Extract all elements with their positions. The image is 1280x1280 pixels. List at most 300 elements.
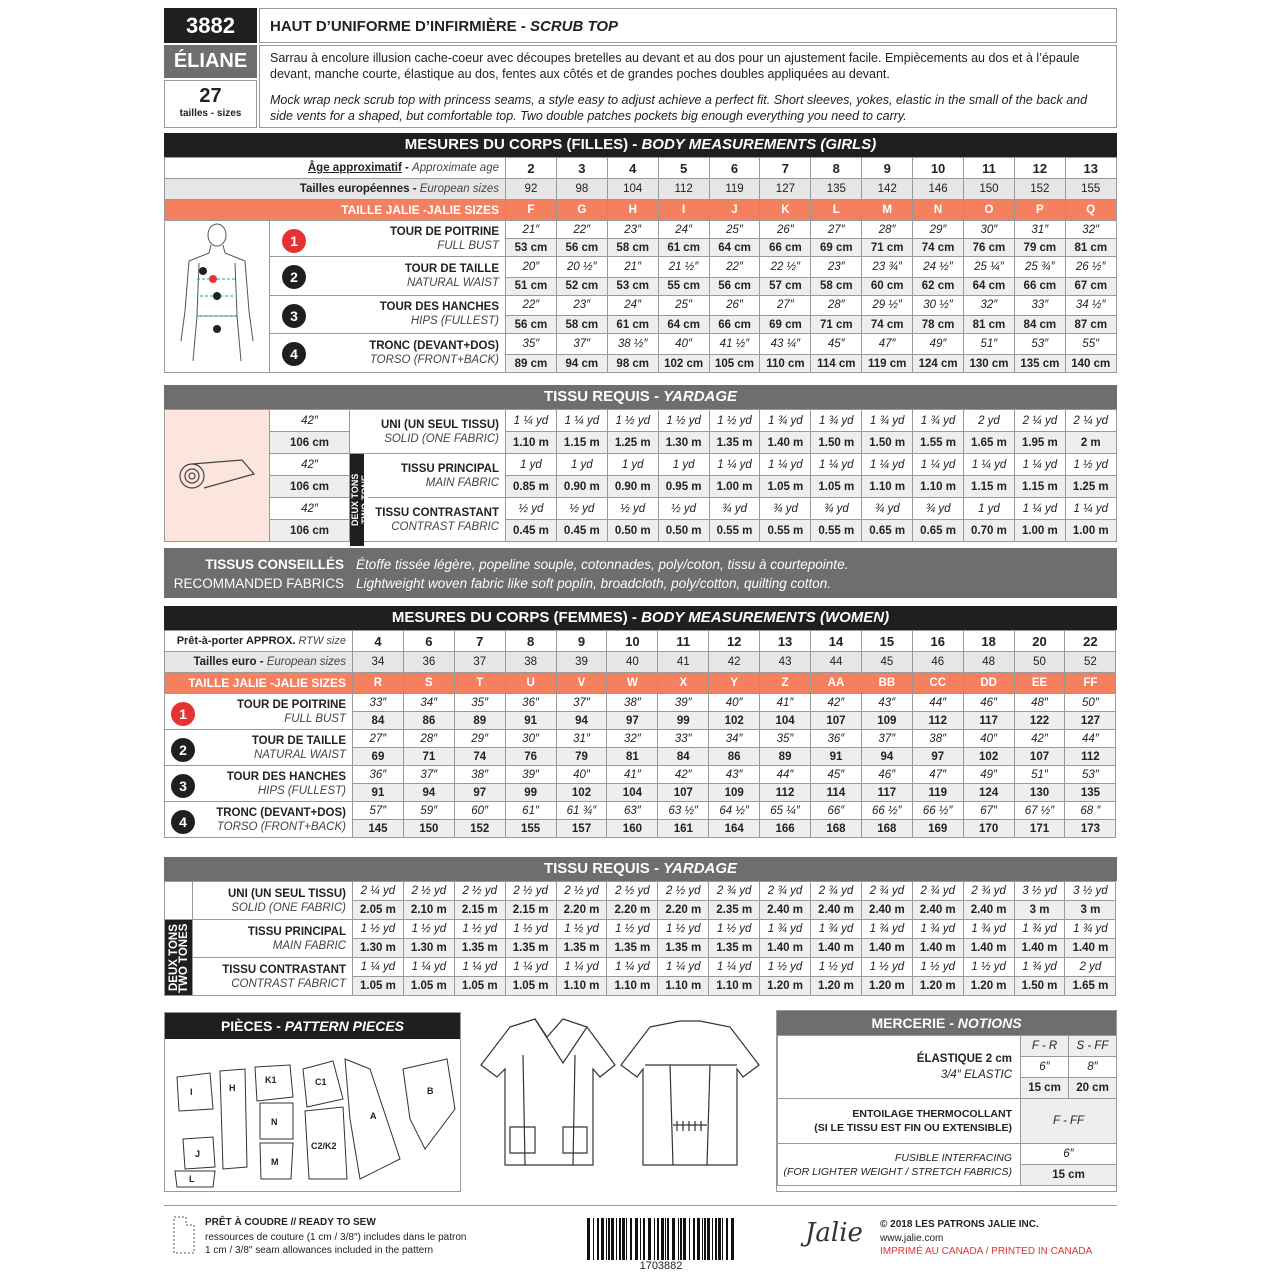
measurement-row (165, 730, 1116, 748)
measurement-cm-cell: 71 cm (862, 239, 913, 257)
yardage-yd-cell: 1 ¼ yd (556, 958, 607, 977)
measurement-inch-cell: 28″ (862, 221, 913, 239)
yardage-m-cell: 0.65 m (913, 520, 964, 542)
euro-cell: 135 (811, 179, 862, 200)
fabrics-text-en: Lightweight woven fabric like soft poplin, broadcloth, poly/cotton, quilting cotton. (356, 576, 832, 591)
measurement-inch-cell: 37″ (403, 766, 454, 784)
euro-label: Tailles européennes - European sizes (165, 179, 506, 200)
jalie-size-cell: G (556, 200, 607, 221)
yardage-yd-cell: 2 ½ yd (454, 882, 505, 901)
jalie-size-cell: FF (1065, 673, 1116, 694)
measurement-cm-cell: 166 (760, 820, 811, 838)
jalie-size-cell: CC (912, 673, 963, 694)
yardage-m-cell: 2.15 m (505, 901, 556, 920)
age-cell: 10 (913, 158, 964, 179)
measurement-inch-cell: 25″ (709, 221, 760, 239)
measurement-inch-cell: 37″ (861, 730, 912, 748)
yardage-yd-cell: ¾ yd (709, 498, 760, 520)
measurement-row (165, 694, 1116, 712)
yardage-m-cell: 1.35 m (709, 939, 760, 958)
measurement-label: 2 TOUR DE TAILLE NATURAL WAIST (270, 257, 506, 296)
measurement-cm-cell: 81 (607, 748, 658, 766)
measurement-inch-cell: 51″ (964, 334, 1015, 355)
measurement-cm-cell: 52 cm (556, 277, 607, 295)
jalie-size-cell: H (607, 200, 658, 221)
euro-cell: 37 (454, 652, 505, 673)
measurement-cm-cell: 104 (760, 712, 811, 730)
age-cell: 11 (964, 158, 1015, 179)
yardage-m-cell: 0.55 m (760, 520, 811, 542)
measurement-label: 3 TOUR DES HANCHES HIPS (FULLEST) (270, 295, 506, 334)
fabric-width-cm: 106 cm (270, 432, 350, 454)
measurement-cm-cell: 74 cm (913, 239, 964, 257)
jalie-size-cell: BB (861, 673, 912, 694)
yardage-m-cell: 1.10 m (658, 977, 709, 996)
yardage-yd-cell: 2 ¾ yd (963, 882, 1014, 901)
yardage-yd-cell: 1 ¼ yd (964, 454, 1015, 476)
rtw-label: Prêt-à-porter APPROX. RTW size (165, 631, 353, 652)
measurement-inch-cell: 37″ (556, 334, 607, 355)
yardage-yd-cell: 1 yd (658, 454, 709, 476)
interfacing-label-en: FUSIBLE INTERFACING (FOR LIGHTER WEIGHT / STRETCH FABRICS) (778, 1144, 1021, 1186)
yardage-yd-cell: 1 ¼ yd (913, 454, 964, 476)
measurement-cm-cell: 94 (403, 784, 454, 802)
yardage-yd-cell: 2 ¼ yd (1065, 410, 1116, 432)
measurement-label: 2 TOUR DE TAILLE NATURAL WAIST (165, 730, 353, 766)
yardage-yd-cell: 3 ½ yd (1014, 882, 1065, 901)
notions-table (777, 1035, 1117, 1186)
measurement-inch-cell: 20 ½″ (556, 257, 607, 278)
yardage-m-cell: 1.35 m (709, 432, 760, 454)
sizes-count: 27 (199, 85, 222, 107)
age-cell: 12 (1014, 158, 1065, 179)
age-cell: 3 (556, 158, 607, 179)
measurement-cm-cell: 86 (403, 712, 454, 730)
measurement-inch-cell: 23 ¾″ (862, 257, 913, 278)
rtw-cell: 20 (1014, 631, 1065, 652)
measurement-cm-cell: 140 cm (1065, 355, 1116, 373)
yardage-m-cell: 1.35 m (556, 939, 607, 958)
measurement-cm-cell: 89 cm (506, 355, 557, 373)
rtw-cell: 10 (607, 631, 658, 652)
measurement-cm-cell: 114 cm (811, 355, 862, 373)
yardage-yd-cell: 1 ½ yd (505, 920, 556, 939)
yardage-m-cell: 0.65 m (862, 520, 913, 542)
measurement-cm-cell: 55 cm (658, 277, 709, 295)
measurement-cm-cell: 94 (861, 748, 912, 766)
interfacing-label-fr: ENTOILAGE THERMOCOLLANT (SI LE TISSU EST FIN OU EXTENSIBLE) (778, 1099, 1021, 1144)
measurement-inch-cell: 35″ (506, 334, 557, 355)
rtw-cell: 6 (403, 631, 454, 652)
yardage-yd-cell: 1 ¾ yd (963, 920, 1014, 939)
measurement-cm-cell: 53 cm (506, 239, 557, 257)
measurement-cm-cell: 102 (709, 712, 760, 730)
measurement-cm-cell: 64 cm (658, 316, 709, 334)
yardage-m-cell: 2.20 m (607, 901, 658, 920)
yardage-m-cell: 1.05 m (811, 476, 862, 498)
rtw-cell: 14 (811, 631, 862, 652)
measurement-cm-cell: 53 cm (607, 277, 658, 295)
measurement-inch-cell: 21″ (607, 257, 658, 278)
measurement-inch-cell: 27″ (811, 221, 862, 239)
yardage-yd-cell: 1 ¼ yd (505, 958, 556, 977)
measurement-row (165, 221, 1117, 239)
measurement-cm-cell: 56 cm (506, 316, 557, 334)
pattern-number: 3882 (164, 8, 257, 43)
measurement-inch-cell: 31″ (1014, 221, 1065, 239)
fabric-width-inch: 42″ (270, 410, 350, 432)
yardage-m-cell: 0.55 m (709, 520, 760, 542)
measurement-inch-cell: 49″ (963, 766, 1014, 784)
yardage-m-cell: 1.20 m (760, 977, 811, 996)
yardage-row (165, 498, 1117, 520)
yardage-yd-cell: 1 yd (607, 454, 658, 476)
yardage-m-cell: 1.55 m (913, 432, 964, 454)
jalie-size-cell: W (607, 673, 658, 694)
measurement-inch-cell: 38″ (912, 730, 963, 748)
yardage-m-cell: 1.30 m (353, 939, 404, 958)
elastic-label: ÉLASTIQUE 2 cm 3/4″ ELASTIC (778, 1036, 1021, 1099)
age-cell: 5 (658, 158, 709, 179)
euro-cell: 34 (353, 652, 404, 673)
measurement-inch-cell: 49″ (913, 334, 964, 355)
yardage-label: TISSU CONTRASTANT CONTRAST FABRIC (350, 498, 506, 542)
piece-label-a: A (370, 1111, 377, 1121)
measurement-inch-cell: 41″ (607, 766, 658, 784)
jalie-row (165, 673, 1116, 694)
yardage-m-cell: 1.05 m (505, 977, 556, 996)
measurement-label: 3 TOUR DES HANCHES HIPS (FULLEST) (165, 766, 353, 802)
measurement-cm-cell: 84 cm (1014, 316, 1065, 334)
measurement-inch-cell: 66 ½″ (861, 802, 912, 820)
jalie-size-cell: J (709, 200, 760, 221)
pattern-pieces-title: PIÈCES - PATTERN PIECES (165, 1013, 460, 1039)
yardage-yd-cell: 1 ¼ yd (862, 454, 913, 476)
measurement-number-badge: 2 (282, 265, 306, 289)
measurement-cm-cell: 99 (505, 784, 556, 802)
measurement-inch-cell: 47″ (862, 334, 913, 355)
measurement-inch-cell: 63″ (607, 802, 658, 820)
yardage-label: UNI (UN SEUL TISSU) SOLID (ONE FABRIC) (350, 410, 506, 454)
measurement-number-badge: 1 (282, 229, 306, 253)
yardage-yd-cell: 1 ¾ yd (760, 920, 811, 939)
yardage-m-cell: 1.20 m (963, 977, 1014, 996)
rtw-cell: 11 (658, 631, 709, 652)
measurement-cm-cell: 155 (505, 820, 556, 838)
rtw-cell: 13 (760, 631, 811, 652)
measurement-cm-cell: 67 cm (1065, 277, 1116, 295)
measurement-inch-cell: 34″ (709, 730, 760, 748)
jalie-size-cell: I (658, 200, 709, 221)
yardage-m-cell: 2.10 m (403, 901, 454, 920)
measurement-cm-cell: 117 (861, 784, 912, 802)
age-label: Âge approximatif - Approximate age (165, 158, 506, 179)
measurement-inch-cell: 40″ (658, 334, 709, 355)
measurement-cm-cell: 69 (353, 748, 404, 766)
yardage-yd-cell: 1 ¾ yd (861, 920, 912, 939)
yardage-yd-cell: 1 ½ yd (403, 920, 454, 939)
measurement-inch-cell: 30″ (505, 730, 556, 748)
yardage-m-cell: 1.40 m (1014, 939, 1065, 958)
measurement-inch-cell: 21″ (506, 221, 557, 239)
measurement-inch-cell: 28″ (811, 295, 862, 316)
yardage-yd-cell: ½ yd (607, 498, 658, 520)
measurement-inch-cell: 23″ (556, 295, 607, 316)
measurement-inch-cell: 22″ (556, 221, 607, 239)
measurement-cm-cell: 81 cm (1065, 239, 1116, 257)
description-fr: Sarrau à encolure illusion cache-coeur avec découpes bretelles au devant et au dos pour un ajustement facile. Empiècements au dos et à l’épaule devant, manche courte, élastique au dos, fentes aux côtés et de grandes poches doubles appliquées au devant. (270, 51, 1080, 81)
yardage-m-cell: 0.45 m (506, 520, 557, 542)
yardage-m-cell: 2.20 m (556, 901, 607, 920)
jalie-size-cell: V (556, 673, 607, 694)
jalie-size-cell: S (403, 673, 454, 694)
measurement-cm-cell: 168 (811, 820, 862, 838)
measurement-number-badge: 3 (171, 774, 195, 798)
measurement-cm-cell: 135 (1065, 784, 1116, 802)
page-title (259, 8, 1117, 43)
measurement-inch-cell: 68 ″ (1065, 802, 1116, 820)
rtw-row (165, 631, 1116, 652)
yardage-yd-cell: 1 ¼ yd (709, 958, 760, 977)
measurement-inch-cell: 43 ¼″ (760, 334, 811, 355)
measurement-number-badge: 4 (282, 342, 306, 366)
yardage-m-cell: 1.35 m (454, 939, 505, 958)
piece-label-h: H (229, 1083, 236, 1093)
pattern-name: ÉLIANE (164, 45, 257, 78)
measurement-inch-cell: 37″ (556, 694, 607, 712)
jalie-row (165, 200, 1117, 221)
measurement-inch-cell: 24″ (607, 295, 658, 316)
yardage-m-cell: 0.55 m (811, 520, 862, 542)
body-figure (165, 221, 270, 373)
description (259, 45, 1117, 128)
measurement-cm-cell: 61 cm (658, 239, 709, 257)
yardage-yd-cell: 1 ¼ yd (760, 454, 811, 476)
jalie-size-cell: Y (709, 673, 760, 694)
measurement-cm-cell: 64 cm (709, 239, 760, 257)
piece-i-shape (177, 1073, 213, 1111)
euro-cell: 52 (1065, 652, 1116, 673)
yardage-yd-cell: ¾ yd (760, 498, 811, 520)
measurement-inch-cell: 40″ (963, 730, 1014, 748)
yardage-m-cell: 2.40 m (760, 901, 811, 920)
measurement-cm-cell: 173 (1065, 820, 1116, 838)
euro-cell: 43 (760, 652, 811, 673)
women-yardage-title: TISSU REQUIS - YARDAGE (164, 857, 1117, 881)
yardage-m-cell: 1.40 m (760, 939, 811, 958)
sizes-label: tailles - sizes (179, 108, 242, 119)
measurement-inch-cell: 21 ½″ (658, 257, 709, 278)
measurement-cm-cell: 171 (1014, 820, 1065, 838)
yardage-yd-cell: 1 ½ yd (709, 410, 760, 432)
yardage-m-cell: 3 m (1014, 901, 1065, 920)
yardage-m-cell: 2.40 m (963, 901, 1014, 920)
measurement-cm-cell: 124 (963, 784, 1014, 802)
back-view-shape (621, 1021, 759, 1165)
measurement-inch-cell: 53″ (1014, 334, 1065, 355)
yardage-yd-cell: 1 ¾ yd (760, 410, 811, 432)
yardage-m-cell: 1.05 m (454, 977, 505, 996)
fabric-width-inch: 42″ (270, 498, 350, 520)
measurement-cm-cell: 89 (454, 712, 505, 730)
measurement-inch-cell: 38″ (607, 694, 658, 712)
yardage-m-cell: 1.00 m (1065, 520, 1116, 542)
measurement-inch-cell: 23″ (811, 257, 862, 278)
yardage-row (165, 454, 1117, 476)
rtw-cell: 22 (1065, 631, 1116, 652)
yardage-yd-cell: 1 ¾ yd (912, 920, 963, 939)
measurement-cm-cell: 127 (1065, 712, 1116, 730)
age-cell: 7 (760, 158, 811, 179)
measurement-cm-cell: 66 cm (709, 316, 760, 334)
measurement-cm-cell: 66 cm (760, 239, 811, 257)
measurement-inch-cell: 20″ (506, 257, 557, 278)
jalie-size-cell: Z (760, 673, 811, 694)
measurement-cm-cell: 105 cm (709, 355, 760, 373)
yardage-m-cell: 1.15 m (1014, 476, 1065, 498)
rtw-cell: 16 (912, 631, 963, 652)
measurement-inch-cell: 28″ (403, 730, 454, 748)
yardage-yd-cell: 2 ½ yd (607, 882, 658, 901)
yardage-yd-cell: 1 ¼ yd (403, 958, 454, 977)
measurement-inch-cell: 41″ (760, 694, 811, 712)
rtw-cell: 4 (353, 631, 404, 652)
measurement-inch-cell: 48″ (1014, 694, 1065, 712)
website-link[interactable]: www.jalie.com (880, 1233, 944, 1244)
fabric-width-cm: 106 cm (270, 476, 350, 498)
fabric-width-inch: 42″ (270, 454, 350, 476)
euro-cell: 112 (658, 179, 709, 200)
measurement-inch-cell: 38 ½″ (607, 334, 658, 355)
yardage-m-cell: 2.35 m (709, 901, 760, 920)
measurement-inch-cell: 45″ (811, 766, 862, 784)
yardage-m-cell: 1.35 m (658, 939, 709, 958)
measurement-inch-cell: 55″ (1065, 334, 1116, 355)
measurement-inch-cell: 60″ (454, 802, 505, 820)
euro-row (165, 179, 1117, 200)
measurement-cm-cell: 102 (556, 784, 607, 802)
yardage-yd-cell: ¾ yd (811, 498, 862, 520)
fabrics-label-fr: TISSUS CONSEILLÉS (205, 557, 344, 572)
fabric-width-cm: 106 cm (270, 520, 350, 542)
yardage-m-cell: 0.50 m (607, 520, 658, 542)
yardage-m-cell: 1.10 m (556, 977, 607, 996)
rtw-cell: 12 (709, 631, 760, 652)
piece-label-l: L (189, 1174, 195, 1184)
yardage-yd-cell: 1 ¼ yd (1014, 498, 1065, 520)
measurement-cm-cell: 79 (556, 748, 607, 766)
measurement-cm-cell: 94 cm (556, 355, 607, 373)
measurement-inch-cell: 44″ (760, 766, 811, 784)
measurement-inch-cell: 25 ¾″ (1014, 257, 1065, 278)
measurement-cm-cell: 58 cm (607, 239, 658, 257)
barcode-bars (585, 1218, 737, 1260)
yardage-yd-cell: 2 ¼ yd (353, 882, 404, 901)
measurement-inch-cell: 64 ½″ (709, 802, 760, 820)
piece-label-m: M (271, 1157, 279, 1167)
jalie-size-cell: EE (1014, 673, 1065, 694)
jalie-size-cell: K (760, 200, 811, 221)
measurement-inch-cell: 42″ (658, 766, 709, 784)
measurement-cm-cell: 57 cm (760, 277, 811, 295)
measurement-inch-cell: 27″ (353, 730, 404, 748)
women-yardage-table (164, 881, 1116, 996)
yardage-yd-cell: 2 ¾ yd (811, 882, 862, 901)
measurement-cm-cell: 74 (454, 748, 505, 766)
jalie-size-cell: T (454, 673, 505, 694)
yardage-yd-cell: ½ yd (658, 498, 709, 520)
rtw-cell: 15 (861, 631, 912, 652)
euro-cell: 152 (1014, 179, 1065, 200)
measurement-inch-cell: 42″ (1014, 730, 1065, 748)
yardage-yd-cell: 1 ¾ yd (862, 410, 913, 432)
front-view-shape (481, 1019, 615, 1165)
women-measurements-table (164, 630, 1116, 838)
measurement-inch-cell: 66 ½″ (912, 802, 963, 820)
measurement-cm-cell: 169 (912, 820, 963, 838)
euro-cell: 92 (506, 179, 557, 200)
yardage-yd-cell: 1 ¼ yd (353, 958, 404, 977)
yardage-yd-cell: 1 yd (556, 454, 607, 476)
yardage-m-cell: 1.50 m (1014, 977, 1065, 996)
measurement-inch-cell: 33″ (353, 694, 404, 712)
yardage-yd-cell: ½ yd (506, 498, 557, 520)
piece-label-k1: K1 (265, 1075, 277, 1085)
yardage-yd-cell: 2 ¾ yd (709, 882, 760, 901)
yardage-row (165, 920, 1116, 939)
yardage-label: UNI (UN SEUL TISSU) SOLID (ONE FABRIC) (193, 882, 353, 920)
measurement-cm-cell: 56 cm (556, 239, 607, 257)
yardage-m-cell: 1.40 m (861, 939, 912, 958)
measurement-inch-cell: 50″ (1065, 694, 1116, 712)
measurement-inch-cell: 29″ (913, 221, 964, 239)
measurement-inch-cell: 29″ (454, 730, 505, 748)
yardage-m-cell: 1.50 m (811, 432, 862, 454)
fabric-roll-cell (165, 410, 270, 542)
measurement-inch-cell: 29 ½″ (862, 295, 913, 316)
yardage-label: TISSU PRINCIPAL MAIN FABRIC (193, 920, 353, 958)
description-en: Mock wrap neck scrub top with princess seams, a style easy to adjust achieve a perfect fit. Short sleeves, yokes, elastic in the small of the back and side vents for a shaped, but comfortable top. Two double patches pockets big enough everything you need to carry. (270, 93, 1088, 123)
euro-cell: 39 (556, 652, 607, 673)
measurement-inch-cell: 67″ (963, 802, 1014, 820)
measurement-row (165, 295, 1117, 316)
euro-cell: 48 (963, 652, 1014, 673)
rtw-cell: 9 (556, 631, 607, 652)
yardage-yd-cell: 1 ¼ yd (1014, 454, 1065, 476)
measurement-cm-cell: 160 (607, 820, 658, 838)
jalie-size-cell: U (505, 673, 556, 694)
elastic-cm-1: 15 cm (1021, 1078, 1069, 1099)
yardage-yd-cell: 2 ¾ yd (861, 882, 912, 901)
yardage-yd-cell: 1 ½ yd (912, 958, 963, 977)
measurement-cm-cell: 58 cm (556, 316, 607, 334)
yardage-m-cell: 2.20 m (658, 901, 709, 920)
age-cell: 6 (709, 158, 760, 179)
yardage-yd-cell: 2 ¼ yd (1014, 410, 1065, 432)
rtw-cell: 8 (505, 631, 556, 652)
piece-label-n: N (271, 1117, 278, 1127)
yardage-m-cell: 2.40 m (861, 901, 912, 920)
measurement-inch-cell: 35″ (454, 694, 505, 712)
measurement-inch-cell: 59″ (403, 802, 454, 820)
women-measurements-section (164, 606, 1117, 838)
measurement-inch-cell: 63 ½″ (658, 802, 709, 820)
measurement-label: 4 TRONC (DEVANT+DOS) TORSO (FRONT+BACK) (165, 802, 353, 838)
euro-cell: 41 (658, 652, 709, 673)
ready-to-sew: PRÊT À COUDRE // READY TO SEW (205, 1217, 376, 1228)
measurement-inch-cell: 35″ (760, 730, 811, 748)
seam-allowance-en: 1 cm / 3/8″ seam allowances included in the pattern (205, 1245, 434, 1256)
